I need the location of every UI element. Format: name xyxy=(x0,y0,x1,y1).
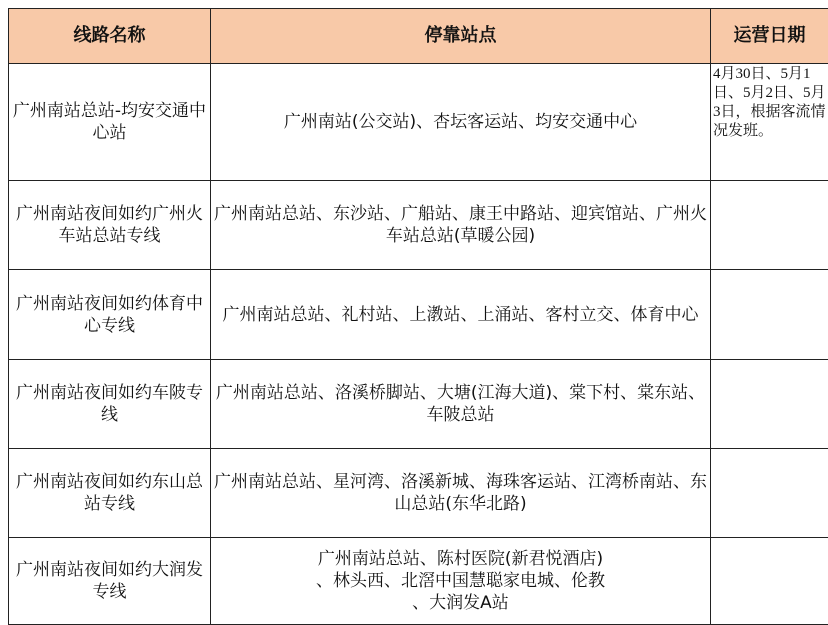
route-stops-cell: 广州南站总站、洛溪桥脚站、大塘(江海大道)、棠下村、棠东站、车陂总站 xyxy=(211,360,711,449)
table-row xyxy=(9,538,828,625)
route-name-cell: 广州南站夜间如约东山总站专线 xyxy=(9,449,211,538)
operating-date-cell xyxy=(711,538,828,625)
table-row xyxy=(9,360,828,449)
route-name-cell: 广州南站夜间如约大润发专线 xyxy=(9,538,211,625)
route-stops-cell: 广州南站总站、礼村站、上漖站、上涌站、客村立交、体育中心 xyxy=(211,270,711,360)
route-stops-cell: 广州南站(公交站)、杏坛客运站、均安交通中心 xyxy=(211,64,711,181)
operating-date-cell xyxy=(711,270,828,360)
header-route-name: 线路名称 xyxy=(9,9,211,64)
table-row xyxy=(9,449,828,538)
operating-date-cell xyxy=(711,181,828,270)
header-operating-date: 运营日期 xyxy=(711,9,828,64)
route-name-cell: 广州南站夜间如约体育中心专线 xyxy=(9,270,211,360)
route-table xyxy=(8,8,828,625)
operating-date-cell xyxy=(711,449,828,538)
stops-line: 、大润发A站 xyxy=(213,592,708,614)
table-row xyxy=(9,181,828,270)
table-header-row xyxy=(9,9,828,64)
route-stops-cell: 广州南站总站、东沙站、广船站、康王中路站、迎宾馆站、广州火车站总站(草暖公园) xyxy=(211,181,711,270)
operating-date-cell: 4月30日、5月1日、5月2日、5月3日，根据客流情况发班。 xyxy=(711,64,828,181)
header-stops: 停靠站点 xyxy=(211,9,711,64)
stops-line: 广州南站总站、陈村医院(新君悦酒店) xyxy=(213,548,708,570)
route-name-cell: 广州南站总站-均安交通中心站 xyxy=(9,64,211,181)
route-name-cell: 广州南站夜间如约车陂专线 xyxy=(9,360,211,449)
route-stops-cell xyxy=(211,538,711,625)
stops-line: 、林头西、北滘中国慧聪家电城、伦教 xyxy=(213,570,708,592)
operating-date-cell xyxy=(711,360,828,449)
table-row xyxy=(9,64,828,181)
route-name-cell: 广州南站夜间如约广州火车站总站专线 xyxy=(9,181,211,270)
table-row xyxy=(9,270,828,360)
route-stops-cell: 广州南站总站、星河湾、洛溪新城、海珠客运站、江湾桥南站、东山总站(东华北路) xyxy=(211,449,711,538)
